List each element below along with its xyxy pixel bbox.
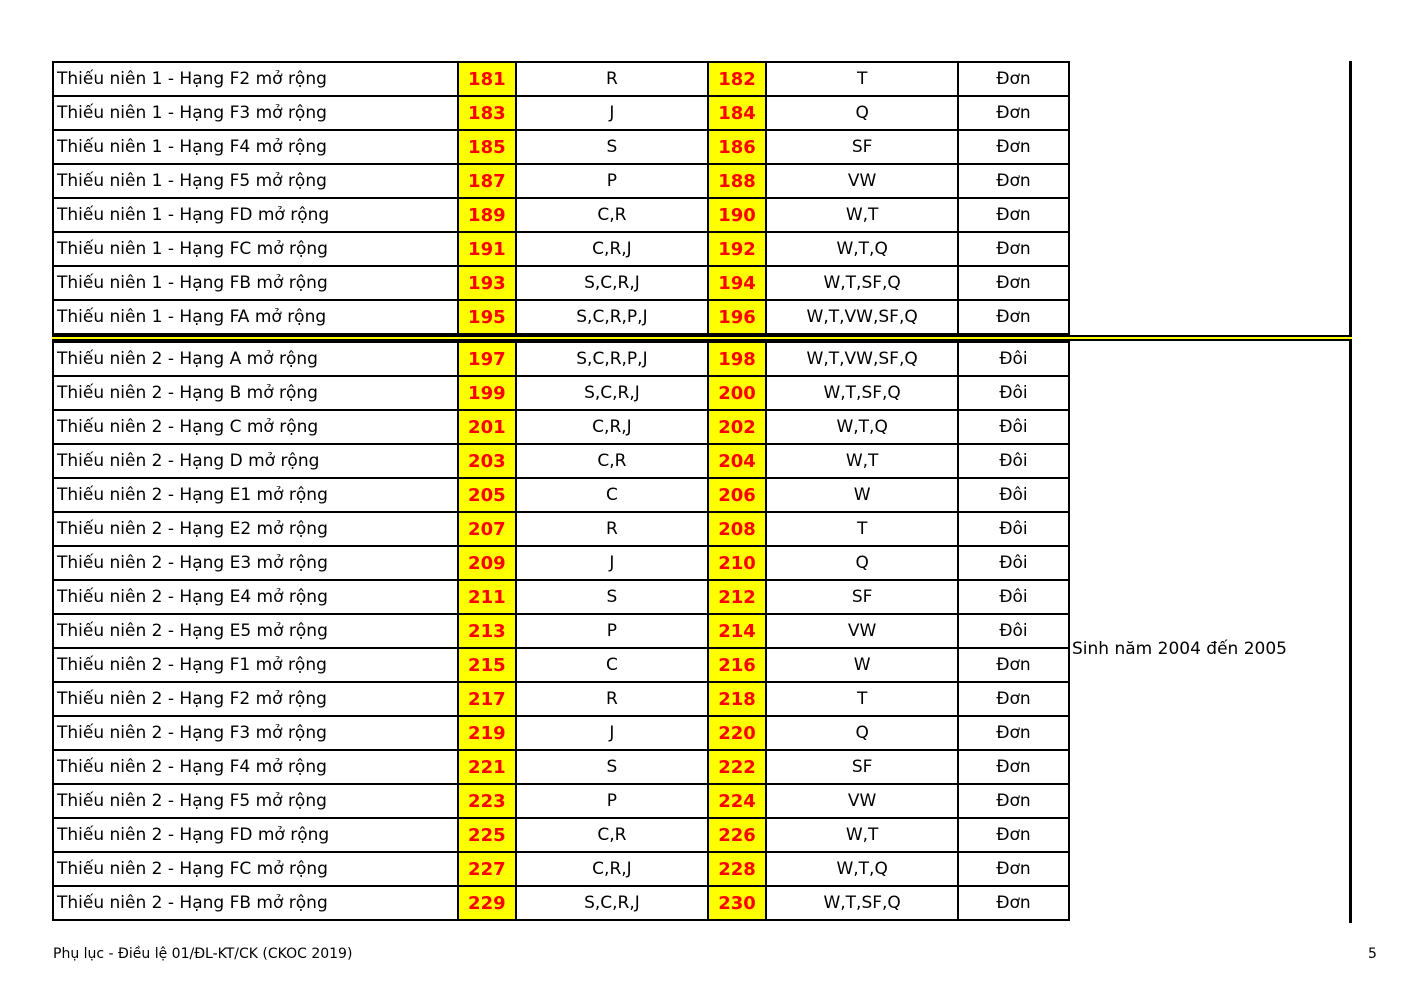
dance-list-1-cell: S,C,R,J [516, 376, 708, 410]
event-name-cell: Thiếu niên 1 - Hạng FB mở rộng [53, 266, 458, 300]
event-type-cell: Đơn [958, 164, 1069, 198]
event-type-cell: Đơn [958, 818, 1069, 852]
event-code-1-cell: 201 [458, 410, 517, 444]
table-row [53, 546, 1069, 580]
table-row [53, 478, 1069, 512]
event-code-2-cell: 192 [708, 232, 767, 266]
dance-list-1-cell: J [516, 716, 708, 750]
dance-list-2-cell: W [766, 648, 958, 682]
dance-list-2-cell: Q [766, 716, 958, 750]
event-name-cell: Thiếu niên 2 - Hạng FC mở rộng [53, 852, 458, 886]
dance-list-1-cell: S,C,R,J [516, 266, 708, 300]
event-name-cell: Thiếu niên 2 - Hạng C mở rộng [53, 410, 458, 444]
event-code-1-cell: 209 [458, 546, 517, 580]
dance-list-2-cell: W,T,Q [766, 852, 958, 886]
event-name-cell: Thiếu niên 1 - Hạng F2 mở rộng [53, 62, 458, 96]
event-name-cell: Thiếu niên 1 - Hạng F5 mở rộng [53, 164, 458, 198]
event-code-2-cell: 182 [708, 62, 767, 96]
event-type-cell: Đơn [958, 750, 1069, 784]
event-code-1-cell: 185 [458, 130, 517, 164]
table-row [53, 266, 1069, 300]
event-code-2-cell: 190 [708, 198, 767, 232]
event-name-cell: Thiếu niên 2 - Hạng A mở rộng [53, 342, 458, 376]
dance-list-2-cell: W,T,VW,SF,Q [766, 342, 958, 376]
event-code-1-cell: 229 [458, 886, 517, 920]
table-row [53, 852, 1069, 886]
table-group-2 [52, 341, 1070, 921]
event-type-cell: Đơn [958, 648, 1069, 682]
event-code-1-cell: 223 [458, 784, 517, 818]
event-code-2-cell: 184 [708, 96, 767, 130]
event-code-1-cell: 215 [458, 648, 517, 682]
dance-list-2-cell: W,T,Q [766, 410, 958, 444]
event-code-1-cell: 221 [458, 750, 517, 784]
event-code-1-cell: 187 [458, 164, 517, 198]
table-row [53, 410, 1069, 444]
event-type-cell: Đơn [958, 682, 1069, 716]
table-row [53, 750, 1069, 784]
table-row [53, 232, 1069, 266]
table-row [53, 580, 1069, 614]
event-type-cell: Đôi [958, 546, 1069, 580]
event-code-1-cell: 213 [458, 614, 517, 648]
event-name-cell: Thiếu niên 2 - Hạng E4 mở rộng [53, 580, 458, 614]
event-type-cell: Đơn [958, 62, 1069, 96]
event-type-cell: Đôi [958, 376, 1069, 410]
event-code-1-cell: 207 [458, 512, 517, 546]
dance-list-1-cell: C [516, 648, 708, 682]
dance-list-2-cell: W,T [766, 444, 958, 478]
dance-list-2-cell: SF [766, 130, 958, 164]
event-type-cell: Đơn [958, 300, 1069, 334]
event-code-2-cell: 186 [708, 130, 767, 164]
event-name-cell: Thiếu niên 2 - Hạng F5 mở rộng [53, 784, 458, 818]
dance-list-2-cell: VW [766, 784, 958, 818]
event-type-cell: Đơn [958, 784, 1069, 818]
dance-list-2-cell: T [766, 512, 958, 546]
event-name-cell: Thiếu niên 2 - Hạng F4 mở rộng [53, 750, 458, 784]
event-type-cell: Đôi [958, 580, 1069, 614]
event-name-cell: Thiếu niên 2 - Hạng D mở rộng [53, 444, 458, 478]
dance-list-2-cell: VW [766, 614, 958, 648]
event-code-2-cell: 214 [708, 614, 767, 648]
event-name-cell: Thiếu niên 2 - Hạng F1 mở rộng [53, 648, 458, 682]
event-name-cell: Thiếu niên 1 - Hạng FA mở rộng [53, 300, 458, 334]
event-name-cell: Thiếu niên 1 - Hạng FD mở rộng [53, 198, 458, 232]
dance-list-1-cell: C,R,J [516, 232, 708, 266]
table-row [53, 444, 1069, 478]
event-code-2-cell: 220 [708, 716, 767, 750]
event-code-2-cell: 198 [708, 342, 767, 376]
event-code-2-cell: 196 [708, 300, 767, 334]
dance-list-1-cell: P [516, 614, 708, 648]
event-type-cell: Đôi [958, 478, 1069, 512]
event-name-cell: Thiếu niên 2 - Hạng B mở rộng [53, 376, 458, 410]
dance-list-2-cell: VW [766, 164, 958, 198]
event-name-cell: Thiếu niên 2 - Hạng E1 mở rộng [53, 478, 458, 512]
event-code-1-cell: 217 [458, 682, 517, 716]
event-code-1-cell: 195 [458, 300, 517, 334]
event-code-1-cell: 203 [458, 444, 517, 478]
event-name-cell: Thiếu niên 2 - Hạng E3 mở rộng [53, 546, 458, 580]
event-code-2-cell: 204 [708, 444, 767, 478]
dance-list-1-cell: S [516, 580, 708, 614]
event-code-1-cell: 197 [458, 342, 517, 376]
event-type-cell: Đôi [958, 410, 1069, 444]
event-code-1-cell: 193 [458, 266, 517, 300]
event-code-1-cell: 181 [458, 62, 517, 96]
dance-list-1-cell: S [516, 130, 708, 164]
dance-list-2-cell: W [766, 478, 958, 512]
event-code-1-cell: 199 [458, 376, 517, 410]
event-code-2-cell: 222 [708, 750, 767, 784]
dance-list-2-cell: W,T,VW,SF,Q [766, 300, 958, 334]
dance-list-1-cell: S [516, 750, 708, 784]
table-row [53, 96, 1069, 130]
event-type-cell: Đơn [958, 130, 1069, 164]
event-code-1-cell: 219 [458, 716, 517, 750]
table-row [53, 376, 1069, 410]
dance-list-2-cell: Q [766, 546, 958, 580]
event-type-cell: Đơn [958, 232, 1069, 266]
table-row [53, 682, 1069, 716]
table-row [53, 512, 1069, 546]
event-code-2-cell: 206 [708, 478, 767, 512]
dance-list-1-cell: C,R,J [516, 410, 708, 444]
event-code-2-cell: 228 [708, 852, 767, 886]
event-code-2-cell: 230 [708, 886, 767, 920]
event-name-cell: Thiếu niên 2 - Hạng FB mở rộng [53, 886, 458, 920]
dance-list-1-cell: C,R [516, 444, 708, 478]
dance-list-1-cell: J [516, 546, 708, 580]
event-type-cell: Đôi [958, 512, 1069, 546]
event-type-cell: Đơn [958, 886, 1069, 920]
dance-list-1-cell: C [516, 478, 708, 512]
dance-list-1-cell: R [516, 512, 708, 546]
event-name-cell: Thiếu niên 2 - Hạng F3 mở rộng [53, 716, 458, 750]
table-row [53, 342, 1069, 376]
table-row [53, 886, 1069, 920]
dance-list-1-cell: C,R,J [516, 852, 708, 886]
event-code-1-cell: 191 [458, 232, 517, 266]
event-name-cell: Thiếu niên 2 - Hạng E2 mở rộng [53, 512, 458, 546]
event-code-1-cell: 225 [458, 818, 517, 852]
event-type-cell: Đơn [958, 852, 1069, 886]
event-code-2-cell: 212 [708, 580, 767, 614]
event-name-cell: Thiếu niên 1 - Hạng F4 mở rộng [53, 130, 458, 164]
dance-list-1-cell: S,C,R,P,J [516, 300, 708, 334]
dance-list-1-cell: C,R [516, 198, 708, 232]
event-code-2-cell: 188 [708, 164, 767, 198]
table-group-1 [52, 61, 1070, 335]
event-code-1-cell: 189 [458, 198, 517, 232]
event-type-cell: Đơn [958, 96, 1069, 130]
dance-list-1-cell: P [516, 784, 708, 818]
dance-list-1-cell: P [516, 164, 708, 198]
event-code-1-cell: 205 [458, 478, 517, 512]
dance-list-1-cell: J [516, 96, 708, 130]
event-type-cell: Đơn [958, 266, 1069, 300]
event-name-cell: Thiếu niên 2 - Hạng E5 mở rộng [53, 614, 458, 648]
dance-list-1-cell: R [516, 682, 708, 716]
group-2-note: Sinh năm 2004 đến 2005 [1072, 639, 1287, 659]
event-code-2-cell: 210 [708, 546, 767, 580]
dance-list-2-cell: W,T [766, 818, 958, 852]
dance-list-2-cell: W,T,SF,Q [766, 886, 958, 920]
event-type-cell: Đôi [958, 444, 1069, 478]
table-row [53, 648, 1069, 682]
event-code-1-cell: 227 [458, 852, 517, 886]
table-row [53, 784, 1069, 818]
event-code-2-cell: 202 [708, 410, 767, 444]
dance-list-2-cell: Q [766, 96, 958, 130]
event-code-2-cell: 208 [708, 512, 767, 546]
event-type-cell: Đôi [958, 614, 1069, 648]
footer-text: Phụ lục - Điều lệ 01/ĐL-KT/CK (CKOC 2019) [53, 946, 353, 962]
table-row [53, 164, 1069, 198]
event-code-2-cell: 226 [708, 818, 767, 852]
dance-list-2-cell: W,T [766, 198, 958, 232]
event-code-2-cell: 224 [708, 784, 767, 818]
event-code-2-cell: 218 [708, 682, 767, 716]
dance-list-2-cell: T [766, 682, 958, 716]
event-code-2-cell: 200 [708, 376, 767, 410]
table-row [53, 818, 1069, 852]
event-name-cell: Thiếu niên 1 - Hạng FC mở rộng [53, 232, 458, 266]
right-border-group-1 [1349, 61, 1352, 337]
dance-list-1-cell: C,R [516, 818, 708, 852]
table-row [53, 614, 1069, 648]
dance-list-2-cell: SF [766, 750, 958, 784]
dance-list-2-cell: W,T,Q [766, 232, 958, 266]
table-row [53, 198, 1069, 232]
event-name-cell: Thiếu niên 2 - Hạng F2 mở rộng [53, 682, 458, 716]
event-type-cell: Đôi [958, 342, 1069, 376]
dance-list-1-cell: S,C,R,J [516, 886, 708, 920]
page-number: 5 [1368, 946, 1377, 962]
table-row [53, 62, 1069, 96]
event-type-cell: Đơn [958, 198, 1069, 232]
dance-list-2-cell: T [766, 62, 958, 96]
event-code-1-cell: 183 [458, 96, 517, 130]
event-code-1-cell: 211 [458, 580, 517, 614]
dance-list-1-cell: S,C,R,P,J [516, 342, 708, 376]
right-border-group-2 [1349, 341, 1352, 923]
event-type-cell: Đơn [958, 716, 1069, 750]
table-row [53, 130, 1069, 164]
event-name-cell: Thiếu niên 2 - Hạng FD mở rộng [53, 818, 458, 852]
event-code-2-cell: 216 [708, 648, 767, 682]
table-row [53, 716, 1069, 750]
dance-list-2-cell: W,T,SF,Q [766, 266, 958, 300]
dance-list-2-cell: SF [766, 580, 958, 614]
dance-list-1-cell: R [516, 62, 708, 96]
table-row [53, 300, 1069, 334]
dance-list-2-cell: W,T,SF,Q [766, 376, 958, 410]
event-name-cell: Thiếu niên 1 - Hạng F3 mở rộng [53, 96, 458, 130]
event-code-2-cell: 194 [708, 266, 767, 300]
